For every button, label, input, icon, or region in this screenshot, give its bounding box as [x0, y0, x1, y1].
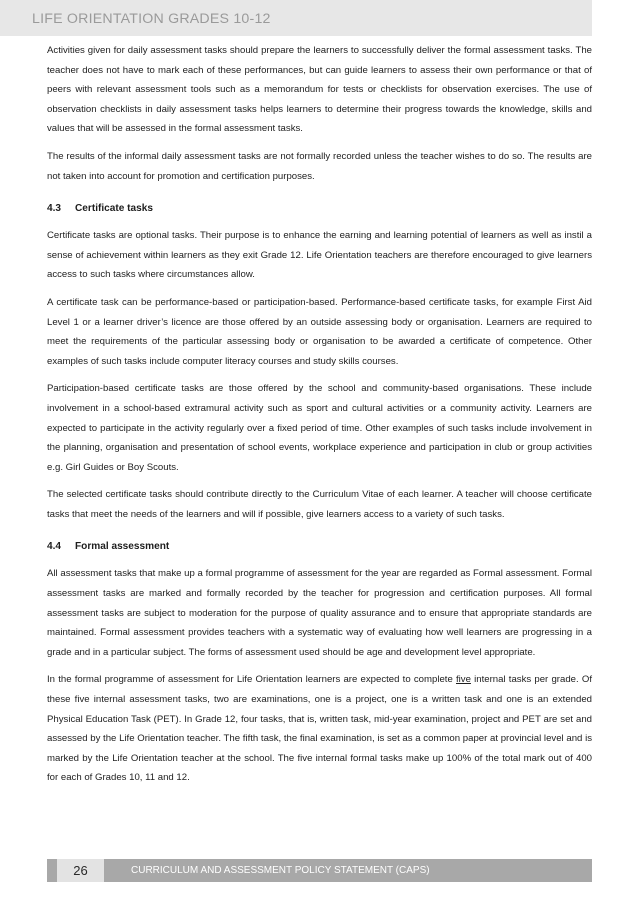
- section-number: 4.3: [47, 203, 62, 215]
- footer-title: CURRICULUM AND ASSESSMENT POLICY STATEMENT (CAPS): [131, 865, 430, 876]
- page-header: [0, 0, 592, 36]
- section-number: 4.4: [47, 541, 62, 553]
- paragraph-selected-tasks: The selected certificate tasks should contribute directly to the Curriculum Vitae of each learner. A teacher will choose certificate tasks that meet the needs of the learners and will if possible, give learners access to a variety of such tasks.: [47, 489, 592, 520]
- paragraph-performance-based: A certificate task can be performance-based or participation-based. Performance-based certificate tasks, for example First Aid Level 1 or a learner driver’s licence are those offered by an outside assessing body or organisation. Learners are required to meet the requirements of the particular assessing body or organisation to be awarded a certificate of competence. Other examples of such tasks include computer literacy courses and study skills courses.: [47, 296, 592, 367]
- paragraph-text: In the formal programme of assessment for Life Orientation learners are expected to complete: [47, 674, 456, 686]
- paragraph-participation-based: Participation-based certificate tasks are those offered by the school and community-based organisations. These include involvement in a school-based extramural activity such as sport and cultural activities or a community activity. Learners are expected to participate in the activity regularly over a fixed period of time. Other examples of such tasks include involvement in the planning, organisation and presentation of school events, workplace experience and participation in club or group activities e.g. Girl Guides or Boy Scouts.: [47, 383, 592, 473]
- header-title: LIFE ORIENTATION GRADES 10-12: [32, 11, 271, 27]
- section-title: Certificate tasks: [75, 203, 153, 215]
- paragraph-text: internal tasks per grade. Of these five internal assessment tasks, two are examinations, one is a project, one is a written task and one is an extended Physical Education Task (PET). In Grade 12, four tasks, that is, written task, mid-year examination, project and PET are set and assessed by the Life Orientation teacher. The fifth task, the final examination, is set as a common paper at provincial level and is marked by the Life Orientation teacher at the school. The five internal formal tasks make up 100% of the total mark out of 400 for each of Grades 10, 11 and 12.: [47, 674, 592, 784]
- section-heading-formal-assessment: [47, 537, 592, 557]
- paragraph-informal-results: The results of the informal daily assessment tasks are not formally recorded unless the teacher wishes to do so. The results are not taken into account for promotion and certification purposes.: [47, 150, 592, 182]
- paragraph-formal-programme: [47, 670, 592, 788]
- underlined-word: five: [456, 674, 471, 686]
- paragraph-formal-assessment: All assessment tasks that make up a formal programme of assessment for the year are regarded as Formal assessment. Formal assessment tasks are marked and formally recorded by the teacher for progression and certification purposes. All formal assessment tasks are subject to moderation for the purpose of quality assurance and to ensure that appropriate standards are maintained. Formal assessment provides teachers with a systematic way of evaluating how well learners are progressing in a grade and in a particular subject. The forms of assessment used should be age and development level appropriate.: [47, 568, 592, 658]
- page-number: 26: [57, 859, 104, 882]
- paragraph-certificate-purpose: Certificate tasks are optional tasks. Their purpose is to enhance the earning and learning potential of learners as well as instil a sense of achievement within learners as they exit Grade 12. Life Orientation teachers are therefore encouraged to give learners access to such tasks where circumstances allow.: [47, 230, 592, 281]
- page-body: [47, 41, 592, 796]
- paragraph-daily-assessment: Activities given for daily assessment tasks should prepare the learners to successfully deliver the formal assessment tasks. The teacher does not have to mark each of these performances, but can guide learners to assess their own performance or that of peers with relevant assessment tools such as a memorandum for tests or checklists for observation exercises. The use of observation checklists in daily assessment tasks helps learners to determine their progress towards the knowledge, skills and values that will be assessed in the formal assessment tasks.: [47, 45, 592, 135]
- section-title: Formal assessment: [75, 541, 170, 553]
- section-heading-certificate-tasks: [47, 199, 592, 219]
